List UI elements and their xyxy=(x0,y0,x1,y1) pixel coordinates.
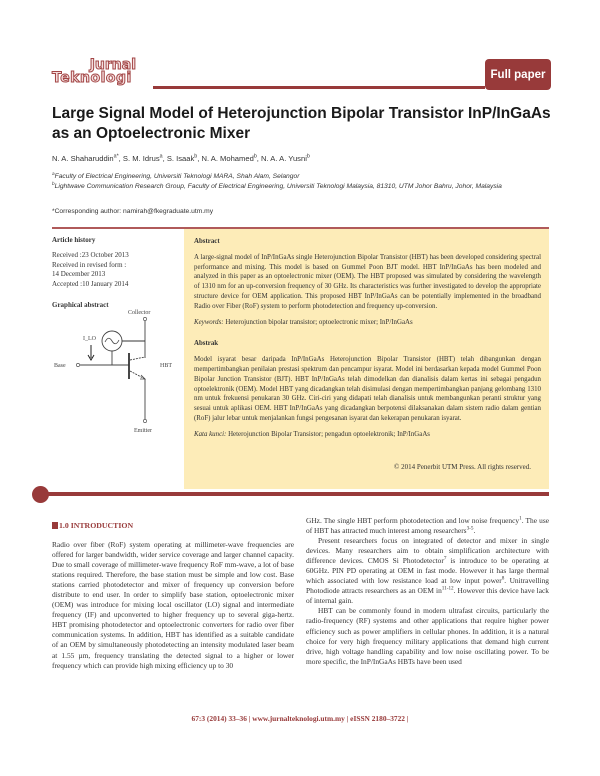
kata-kunci-label: Kata kunci: xyxy=(194,430,227,438)
abstract-text: A large-signal model of InP/InGaAs single Heterojunction Bipolar Transistor (HBT) has been developed considering spectral performance and mixing. This model is based on Gummel Poon BJT model. HBT InP/InGaAs has been modeled and analyzed in this paper as an optoelectronic mixer (OEM). The HBT proposed was simulated by considering the wavelength of 1310 nm for an up-conversion frequency of 30 GHz. Its characteristics was further investigated to develop the appropriate structure device for OEM application. This proposed HBT InP/InGaAs can be potentially implemented in the broadband Radio over Fiber (RoF) system to perform photodetection and frequency up-conversion. xyxy=(194,253,541,310)
abstrak-text: Model isyarat besar daripada InP/InGaAs Heterojunction Bipolar Transistor (HBT) telah dibangunkan dengan mempertimbangkan penilaian prestasi spektrum dan pencampur isyarat. Model ini berdasarkan kepada model Gummel Poon Bipolar Junction Transistor (BJT). HBT InP/InGaAs telah dimodelkan dan dianalisis dalam kertas ini sebagai pengadun optoelektronik (OEM). Model HBT yang dicadangkan telah disimulasi dengan mempertimbangkan panjang gelombang 1310 nm untuk frekuensi penukaran 30 GHz. Ciri-ciri yang didapati telah dianalisis untuk membangunkan peranti struktur yang sesuai untuk aplikasi OEM. HBT InP/InGaAs yang dicadangkan berpotensi dilaksanakan dalam sistem radio dalam gentian (RoF) jalur lebar untuk menjalankan fungsi pengesanan isyarat dan kekerapan penukaran isyarat. xyxy=(194,356,541,422)
header-divider xyxy=(153,86,485,89)
logo-line-2: Teknologi xyxy=(52,70,132,86)
full-paper-badge: Full paper xyxy=(485,59,551,90)
citation: 7 xyxy=(443,555,447,562)
section-square-icon xyxy=(52,522,58,529)
author-sup: b xyxy=(253,153,257,160)
page-footer: 67:3 (2014) 33–36 | www.jurnalteknologi.utm.my | eISSN 2180–3722 | xyxy=(191,714,409,723)
logo-line-1: Jurnal xyxy=(89,57,136,73)
affiliation-a xyxy=(52,172,552,182)
revised-date: 14 December 2013 xyxy=(52,270,106,279)
article-history xyxy=(52,251,180,290)
affiliation-b xyxy=(52,182,552,192)
hbt-circuit-diagram xyxy=(52,305,180,435)
copyright-notice: © 2014 Penerbit UTM Press. All rights reserved. xyxy=(394,463,531,471)
author: S. M. Idrus xyxy=(122,154,160,163)
kata-kunci-text: Heterojunction Bipolar Transistor; pengadun optoelektronik; InP/InGaAs xyxy=(228,430,430,438)
citation: 3-5 xyxy=(466,525,474,532)
affil-sup: a xyxy=(52,170,55,176)
author: S. Isaak xyxy=(166,154,195,163)
citation: 11-12 xyxy=(441,585,454,592)
affil-sup: b xyxy=(52,180,55,186)
article-info-column xyxy=(52,236,180,316)
text-run: . The use of HBT has attracted much interest among researchers xyxy=(306,516,549,536)
author: N. A. Shaharuddin xyxy=(52,154,114,163)
paragraph xyxy=(306,536,549,606)
author: N. A. A. Yusni xyxy=(261,154,307,163)
text-run: . Unitravelling Photodiode attracts researchers as an OEM in xyxy=(306,576,549,596)
author-sup: b xyxy=(194,153,198,160)
text-run: Present researchers focus on integrated of detector and mixer in single devices. Many researchers aim to obtain simplification architecture with difference devices. CMOS Si Photodetector xyxy=(306,536,549,566)
corresponding-author[interactable]: *Corresponding author: namirah@fkegraduate.utm.my xyxy=(52,208,214,215)
text-run: is introduce to be operating at 60GHz. PIN PD operating at OEM in fast mode. However it has large thermal which associated with low resistance load at low input power xyxy=(306,556,549,586)
paper-title: Large Signal Model of Heterojunction Bipolar Transistor InP/InGaAs as an Optoelectronic Mixer xyxy=(52,105,551,142)
author-sup: b xyxy=(306,153,310,160)
abstract-panel xyxy=(184,229,549,489)
lo-label: I_LO xyxy=(83,336,96,342)
base-label: Base xyxy=(54,363,66,369)
text-run: GHz. The single HBT perform photodetection and low noise frequency xyxy=(306,516,520,525)
citation: 1 xyxy=(519,515,522,522)
text-run: . xyxy=(473,526,476,536)
text-run: . However this device have lack of internal gain. xyxy=(306,586,549,606)
accepted-date: Accepted :10 January 2014 xyxy=(52,280,129,289)
revised-label: Received in revised form : xyxy=(52,260,127,269)
section-title: 1.0 INTRODUCTION xyxy=(59,521,134,530)
body-column-right xyxy=(306,516,549,667)
paragraph: HBT can be commonly found in modern ultrafast circuits, particularly the radio-frequency (RF) systems and other applications that require higher power efficiency such as power amplifiers in cellular phones. In addition, it is a natural choice for very high frequency military applications that demand high current drive, high voltage handling capability and low noise oscillating power. To be more specific, the InP/InGaAs HBTs have been used xyxy=(306,606,549,666)
emitter-label: Emitter xyxy=(134,428,152,434)
author: N. A. Mohamed xyxy=(201,154,254,163)
section-heading-introduction xyxy=(52,521,133,530)
keywords-label: Keywords: xyxy=(194,318,224,326)
body-column-left: Radio over fiber (RoF) system operating at millimeter-wave frequencies are offered for larger bandwidth, wider service coverage and larger channel capacity. Due to small coverage of millimeter-wave frequency RoF mm-wave, a lot of base stations required. Therefore, the base station must be simple and low cost. Base stations carried photodetector and mixer of frequency up conversion before distribute to end user. In order to simplify base station, optoelectronic mixer (OEM) was introduce for mixing local oscillator (LO) signal and intermediate frequency (IF) and upconverted to higher frequency up to several giga-hertz. HBT promising photodetector and optoelectronic converters for radio over fiber communication systems. In addition, HBT has identified as a suitable candidate of an OEM by simultaneously photodetecting an intensity modulated laser beam at 1.55 µm, frequency translating the detected signal to a higher or lower frequency which can provide high mixing efficiency up to 30 xyxy=(52,540,294,670)
abstract-heading: Abstract xyxy=(194,238,220,245)
affiliations xyxy=(52,172,552,192)
article-history-heading: Article history xyxy=(52,236,96,244)
journal-logo xyxy=(52,59,142,85)
received-date: Received :23 October 2013 xyxy=(52,250,129,259)
abstract-keywords xyxy=(194,318,541,328)
abstrak-heading: Abstrak xyxy=(194,340,219,348)
hbt-label: HBT xyxy=(160,363,172,369)
info-bottom-rule xyxy=(42,492,549,496)
graphical-abstract-heading: Graphical abstract xyxy=(52,300,109,309)
affil-text: Faculty of Electrical Engineering, Universiti Teknologi MARA, Shah Alam, Selangor xyxy=(54,173,300,180)
collector-label: Collector xyxy=(128,310,151,316)
keywords-text: Heterojunction bipolar transistor; optoelectronic mixer; InP/InGaAs xyxy=(225,318,413,326)
citation: 8 xyxy=(501,575,505,582)
author-sup: a xyxy=(159,153,163,160)
affil-text: Lightwave Communication Research Group, Faculty of Electrical Engineering, Universiti Teknologi Malaysia, 81310, UTM Johor Bahru, Johor, Malaysia xyxy=(54,182,502,190)
author-list: N. A. Shaharuddin$^{a*}$, S. M. Idrus$^a$, S. Isaak$^b$, N. A. Mohamed$^b$, N. A. A. Yusni$^b$ xyxy=(52,153,310,163)
author-sup: a* xyxy=(113,153,119,160)
abstrak-keywords xyxy=(194,430,541,440)
paragraph xyxy=(306,516,549,536)
